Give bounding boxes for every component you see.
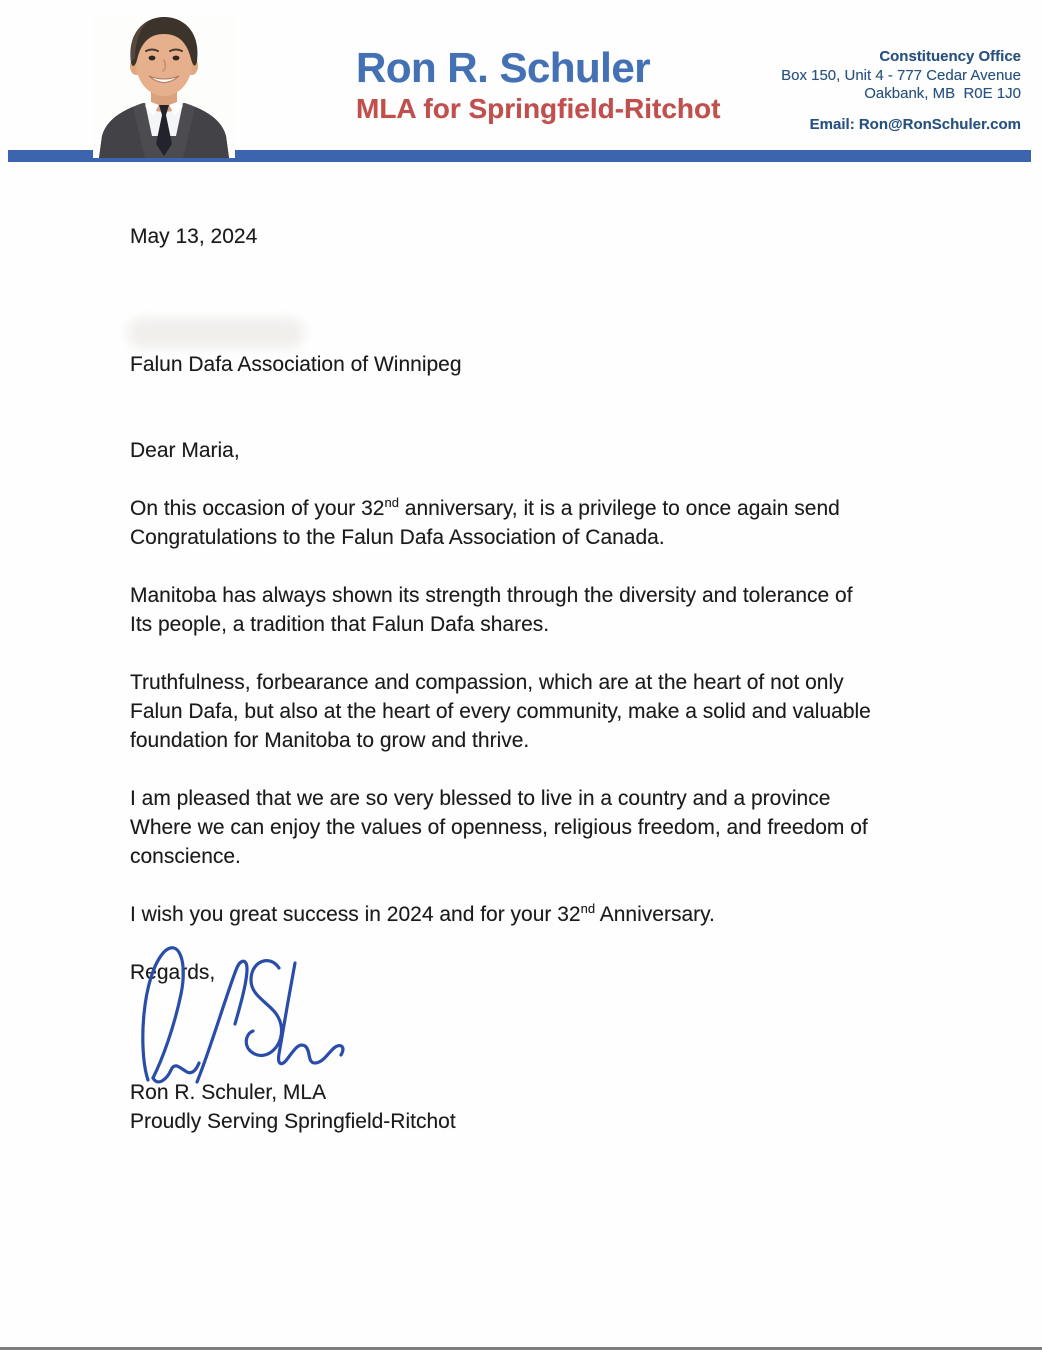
office-address-line1: Box 150, Unit 4 - 777 Cedar Avenue (781, 66, 1021, 84)
constituency-office-block (781, 48, 1021, 134)
paragraph-line: anniversary, it is a privilege to once again send (398, 497, 840, 520)
signature-ink-icon (118, 938, 353, 1088)
paragraph-line: Anniversary. (595, 903, 715, 926)
redacted-name-smudge (128, 318, 304, 348)
paragraph-manitoba (130, 581, 853, 639)
header-identity (356, 44, 720, 124)
office-address-line2: Oakbank, MB R0E 1J0 (864, 85, 1021, 102)
salutation: Dear Maria, (130, 439, 240, 462)
closing-regards: Regards, (130, 961, 216, 984)
paragraph-line: I am pleased that we are so very blessed to live in a country and a province (130, 787, 831, 810)
paragraph-line: I wish you great success in 2024 and for your 32 (130, 903, 581, 926)
office-email: Email: Ron@RonSchuler.com (809, 115, 1021, 133)
paragraph-line: Congratulations to the Falun Dafa Association of Canada. (130, 526, 665, 549)
paragraph-line: foundation for Manitoba to grow and thrive. (130, 729, 530, 752)
paragraph-line: Falun Dafa, but also at the heart of every community, make a solid and valuable (130, 700, 871, 723)
paragraph-line: Truthfulness, forbearance and compassion, which are at the heart of not only (130, 671, 844, 694)
ordinal-superscript: nd (384, 495, 399, 510)
ron-schuler-headshot-photo (93, 14, 235, 158)
paragraph-anniversary (130, 494, 840, 552)
header-title: MLA for Springfield-Ritchot (356, 93, 721, 124)
header-name: Ron R. Schuler (356, 44, 651, 91)
paragraph-line: Manitoba has always shown its strength through the diversity and tolerance of (130, 584, 853, 607)
paragraph-wishes (130, 900, 715, 929)
handwritten-signature (118, 938, 353, 1088)
signer-tagline: Proudly Serving Springfield-Ritchot (130, 1110, 456, 1133)
signer-name: Ron R. Schuler, MLA (130, 1081, 327, 1104)
paragraph-line: On this occasion of your 32 (130, 497, 385, 520)
ordinal-superscript: nd (580, 901, 596, 916)
paragraph-line: conscience. (130, 845, 241, 868)
paragraph-line: Where we can enjoy the values of openness, religious freedom, and freedom of (130, 816, 868, 839)
paragraph-truthfulness (130, 668, 871, 755)
office-label: Constituency Office (879, 48, 1021, 65)
paragraph-line: Its people, a tradition that Falun Dafa shares. (130, 613, 550, 636)
letter-date: May 13, 2024 (130, 225, 258, 248)
recipient-organization: Falun Dafa Association of Winnipeg (130, 353, 462, 376)
portrait-icon (93, 14, 235, 158)
paragraph-blessed (130, 784, 868, 871)
